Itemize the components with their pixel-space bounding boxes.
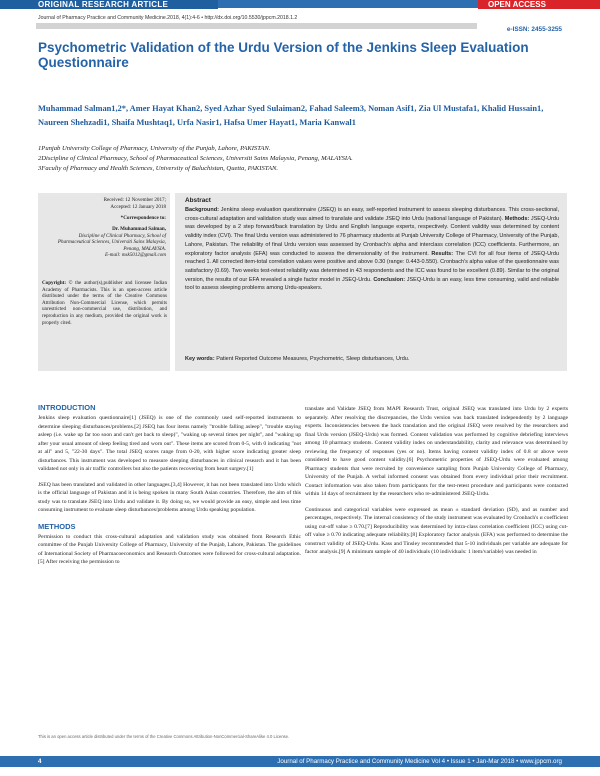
abstract-heading: Abstract [185,197,211,204]
results-label: Results: [431,250,454,257]
affiliations [38,144,568,174]
article-dates [41,197,166,210]
abstract-box [175,193,567,371]
page-footer [0,756,600,767]
affiliation-2: 2Discipline of Clinical Pharmacy, School of Pharmaceutical Sciences, Universiti Sains Malaysia, Penang, MALAYSIA. [38,155,353,162]
footer-journal-info: Journal of Pharmacy Practice and Community Medicine Vol 4 • Issue 1 • Jan-Mar 2018 • www.jppcm.org [277,758,562,765]
journal-citation[interactable]: Journal of Pharmacy Practice and Community Medicine.2018, 4(1):4-6 • http://dx.doi.org/10.5530/jppcm.2018.1.2 [38,15,298,21]
affiliation-3: 3Faculty of Pharmacy and Health Sciences, University of Baluchistan, Quetta, PAKISTAN. [38,165,279,172]
left-column [38,403,301,574]
methods-heading: METHODS [38,521,76,531]
copyright-label: Copyright: [42,280,67,286]
author-list: Muhammad Salman1,2*, Amer Hayat Khan2, Syed Azhar Syed Sulaiman2, Fahad Saleem3, Noman Asif1, Zia Ul Mustafa1, Khalid Hussain1, Naureen Shehzadi1, Shaifa Mushtaq1, Urfa Nasir1, Hafsa Umer Hayat1, Maria Kanwal1 [38,104,544,127]
right-column [305,405,568,564]
copyright-notice [42,280,167,326]
keywords-text: Patient Reported Outcome Measures, Psychometric, Sleep disturbances, Urdu. [216,356,410,362]
license-footnote: This is an open access article distributed under the terms of the Creative Commons Attribution-NonCommercial-ShareAlike 4.0 License. [38,734,290,739]
abstract-methods: JSEQ-Urdu was developed by a 2 step forward/back translation by Urdu and English language experts, respectively. Content validity was determined by content validity index (CVI). The final Urdu version was administered to 76 pharmacy students at Punjab University College of Pharmacy, University of the Punjab, Lahore, Pakistan. The reliability of final Urdu version was assessed by Cronbach's alpha and interclass correlation (ICC) coefficients. Furthermore, an exploratory factor analysis (EFA) was conducted to assess the dimensionality of the instrument. [185,215,560,257]
header-divider [36,23,477,29]
methods-paragraph-3: Continuous and categorical variables were expressed as mean ± standard deviation (SD), and as number and percentages, respectively. The internal consistency of the study instrument was evaluated by Cronbach's α coefficient using cut-off value ≥ 0.70.[7] Reproducibility was determined by intra-class correlation coefficient (ICC) using cut-off value ≥ 0.70 indicating adequate reliability.[8] Exploratory factor analysis (EFA) was performed to determine the construct validity of JSEQ-Urdu. Kass and Tinsley recommended that 5-10 individuals per variable are adequate for factor analysis.[9] A minimum sample of 40 individuals (10 individuals: 1 item/variable) was needed in [305,506,568,555]
methods-paragraph-2: translate and Validate JSEQ from MAPI Research Trust, original JSEQ was translated into Urdu by 2 experts separately. After resolving the discrepancies, the Urdu version was back translated independently by 2 language experts. Inconsistencies between the back translation and the original JSEQ were resolved by the researchers and final Urdu version (JSEQ-Urdu) was formed. Content validation was performed by cognitive debriefing interviews among 10 pharmacy students. Content validity index on understandability, clarity and relevance was determined by reviewing the frequency of responses (yes or no). Items having content validity index of 0.8 or above were considered to have good content validity.[6] Psychometric properties of JSEQ-Urdu were evaluated among Pharmacy students that were recruited by convenience sampling from Punjab University College of Pharmacy, University of the Punjab. A verbal informed consent was obtained from every individual prior their recruitment. Contact information was also taken from participants for the test-retest procedure and participants were contacted within 14 days of recruitment by the researchers who re-administered JSEQ-Urdu. [305,406,568,497]
affiliation-1: 1Punjab University College of Pharmacy, University of the Punjab, Lahore, PAKISTAN. [38,145,271,152]
conclusion-label: Conclusion: [373,276,406,283]
intro-paragraph-2: JSEQ has been translated and validated in other languages.[3,4] However, it has not been translated into Urdu which is the official language of Pakistan and it is being spoken in many South Asian countries. Therefore, the aim of this study was to translate JSEQ into Urdu and validate it. By doing so, we would provide an easy, simple and less time consuming instrument to evaluate sleep disturbances/problems among Urdu speaking population. [38,481,301,513]
copyright-text: © the author(s),publisher and licensee Indian Academy of Pharmacists. This is an open-access article distributed under the terms of the Creative Commons Attribution Non-Commercial License, which permits unrestricted non-commercial use, distribution, and reproduction in any medium, provided the original work is properly cited. [42,280,167,326]
abstract-text [185,206,559,293]
introduction-heading: INTRODUCTION [38,403,96,412]
correspondent-name: Dr. Muhammad Salman, [112,226,166,232]
abstract-background: Jenkins sleep evaluation questionnaire (JSEQ) is an easy, self-reported instrument to assess sleeping disturbances. This cross-sectional, cross-cultural adaptation and validation study was aimed to translate and validate JSEQ into Urdu (national language of Pakistan). [185,207,559,222]
keywords-label: Key words: [185,356,215,362]
methods-label: Methods: [504,215,530,222]
abstract-results: The CVI for all four items of JSEQ-Urdu reached 1. All corrected item-total correlation values were positive and above 0.30 (range: 0.443-0.550). Cronbach's alpha value of the questionnaire was satisfactory (0.69). Two weeks test-retest reliability was determined in 43 respondents and the ICC was found to be excellent (0.89). Similar to the original version, the results of our EFA revealed a single factor model in JSEQ-Urdu. [185,250,559,283]
correspondent-address: Discipline of Clinical Pharmacy, School of Pharmaceutical Sciences, Universiti Sains Malaysia, Penang, MALAYSIA. [57,232,166,252]
correspondent-block [56,226,166,259]
intro-paragraph-1: Jenkins sleep evaluation questionnaire[1] (JSEQ) is one of the commonly used self-reported instruments to determine sleeping disturbances/problems.[2] JSEQ has four items namely "trouble falling asleep", "trouble staying asleep (i.e. wake up far too soon and can't get back to sleep)", "waking up several times per night", and "waking up after your usual amount of sleep feeling tired and worn out". These items are scored from 0-5, with 0 indicating "not at all" and 5, "22-30 days". The total JSEQ scores range from 0-20, with higher score indicating greater sleep disturbances. This instrument was developed to measure sleeping disturbances in clinical research and it has been validated not only in air traffic controllers but also the patients recovering from heart surgery.[1] [38,415,301,472]
eissn: e-ISSN: 2455-3255 [506,26,562,33]
section-label: ORIGINAL RESEARCH ARTICLE [0,0,218,9]
methods-paragraph-1: Permission to conduct this cross-cultural adaptation and validation study was obtained from Research Ethic committee of the Punjab University College of Pharmacy, University of the Punjab, Lahore, Pakistan. The guidelines of International Society of Pharmacoeconomics and Research Outcomes were followed for cross-cultural adaptation.[5] After receiving the permission to [38,533,301,565]
accepted-date: Accepted: 12 January 2018 [110,203,166,210]
correspondence-label: *Correspondence to: [120,215,166,221]
page-number: 4 [38,758,42,765]
background-label: Background: [185,207,219,213]
open-access-badge: OPEN ACCESS [478,0,600,9]
article-title: Psychometric Validation of the Urdu Version of the Jenkins Sleep Evaluation Questionnaire [38,40,529,70]
article-info-box [38,193,170,371]
abstract-conclusion: JSEQ-Urdu is an easy, less time consuming, valid and reliable tool to assess sleeping problems among Urdu-speakers. [185,276,560,292]
received-date: Received: 12 November 2017; [103,197,166,203]
correspondent-email[interactable]: E-mail: msk5012@gmail.com [105,252,166,259]
keywords [185,356,559,362]
